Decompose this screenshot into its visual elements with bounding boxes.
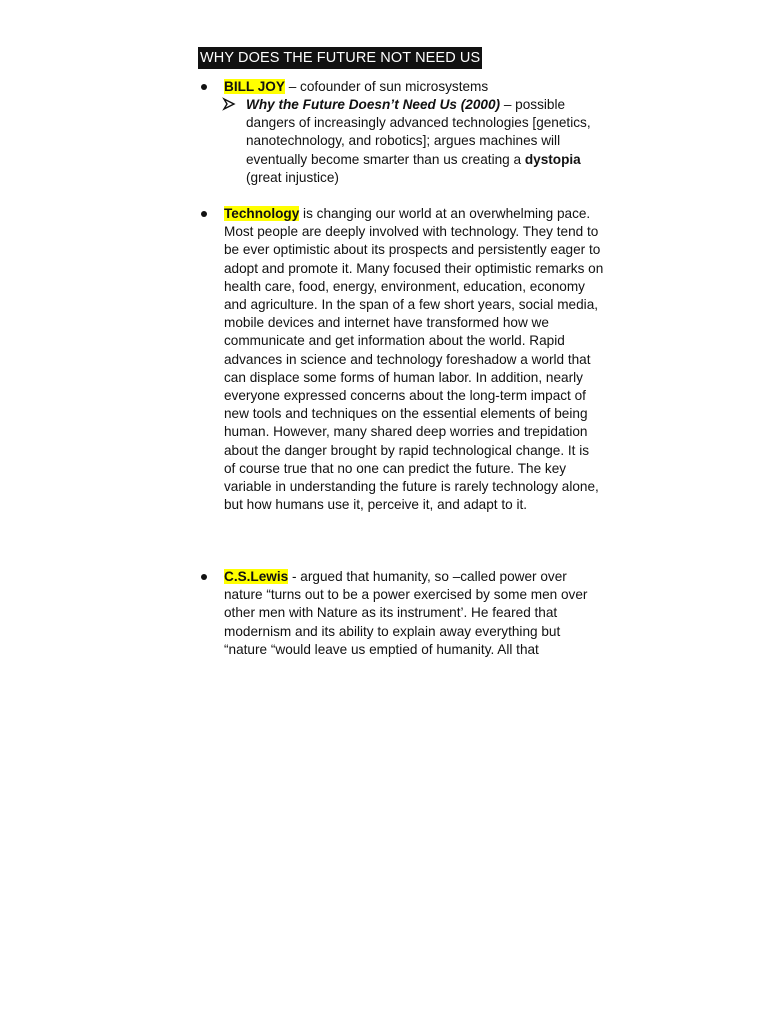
bullet-icon bbox=[201, 84, 207, 90]
bill-joy-desc: – cofounder of sun microsystems bbox=[284, 79, 489, 94]
dystopia-gloss: (great injustice) bbox=[246, 169, 339, 185]
bill-joy-work bbox=[246, 96, 606, 187]
work-desc: – possible dangers of increasingly advanced technologies [genetics, nanotechnology, and robotics]; argues machines will eventually become smarter than us creating a bbox=[246, 97, 591, 167]
bill-joy-line bbox=[224, 78, 604, 96]
arrow-bullet-icon bbox=[222, 97, 236, 111]
page-title: WHY DOES THE FUTURE NOT NEED US bbox=[198, 47, 482, 69]
technology-section bbox=[224, 205, 604, 514]
bullet-icon bbox=[201, 574, 207, 580]
cs-lewis-name: C.S.Lewis bbox=[224, 569, 289, 584]
bullet-icon bbox=[201, 211, 207, 217]
bill-joy-name: BILL JOY bbox=[224, 79, 285, 94]
bill-joy-section bbox=[224, 78, 604, 96]
technology-term: Technology bbox=[224, 206, 300, 221]
cs-lewis-section bbox=[224, 568, 604, 659]
technology-text: is changing our world at an overwhelming pace. Most people are deeply involved with technology. They tend to be ever optimistic about its prospects and persistently eager to adopt and promote it. Many focused their optimistic remarks on health care, food, energy, environment, education, economy and agriculture. In the span of a few short years, social media, mobile devices and internet have transformed how we communicate and get information about the world. Rapid advances in science and technology foreshadow a world that can displace some forms of human labor. In addition, nearly everyone expressed concerns about the long-term impact of new tools and techniques on the essential elements of being human. However, many shared deep worries and trepidation about the danger brought by rapid technological change. It is of course true that no one can predict the future. The key variable in understanding the future is rarely technology alone, but how humans use it, perceive it, and adapt to it. bbox=[224, 206, 604, 513]
cs-lewis-text: - argued that humanity, so –called power over nature “turns out to be a power exercised by some men over other men with Nature as its instrument’. He feared that modernism and its ability to explain away everything but “nature “would leave us emptied of humanity. All that bbox=[224, 569, 588, 657]
work-title: Why the Future Doesn’t Need Us (2000) bbox=[246, 97, 501, 112]
dystopia-term: dystopia bbox=[524, 151, 581, 167]
